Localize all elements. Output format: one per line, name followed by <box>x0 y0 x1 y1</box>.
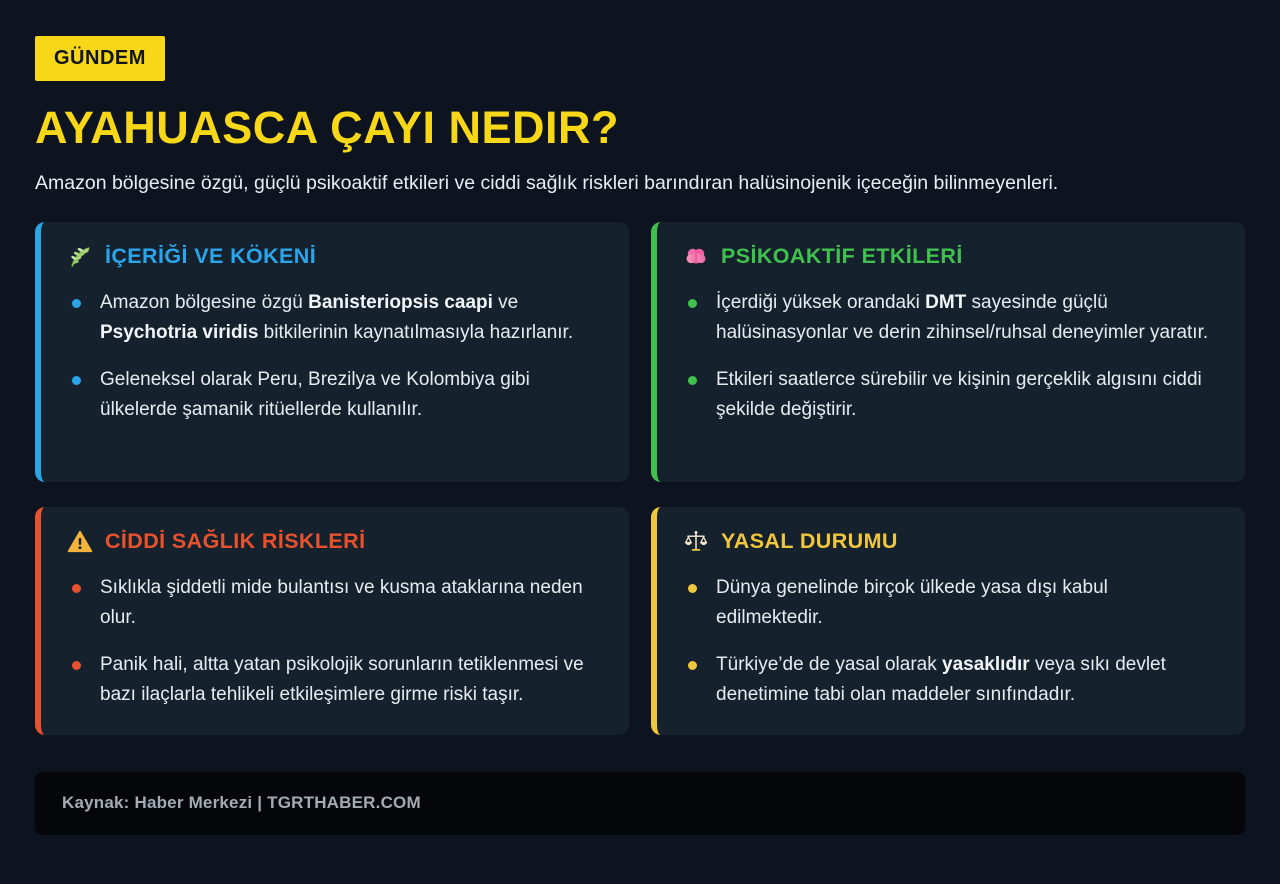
scales-icon <box>683 529 709 555</box>
bullet-item: Sıklıkla şiddetli mide bulantısı ve kusma ataklarına neden olur. <box>67 573 603 633</box>
card-header <box>683 244 1219 270</box>
card-header <box>67 244 603 270</box>
card-bullet-list <box>67 573 603 710</box>
card-icerigi-ve-kokeni <box>35 222 629 482</box>
brain-icon <box>683 244 709 270</box>
bullet-item: İçerdiği yüksek orandaki DMT sayesinde güçlü halüsinasyonlar ve derin zihinsel/ruhsal deneyimler yaratır. <box>683 288 1219 348</box>
card-title: PSİKOAKTİF ETKİLERİ <box>721 244 963 269</box>
bullet-dot-icon <box>72 584 81 593</box>
source-footer <box>35 772 1245 835</box>
bullet-dot-icon <box>72 376 81 385</box>
bullet-item: Dünya genelinde birçok ülkede yasa dışı kabul edilmektedir. <box>683 573 1219 633</box>
card-yasal-durumu <box>651 507 1245 735</box>
bullet-item: Amazon bölgesine özgü Banisteriopsis caapi ve Psychotria viridis bitkilerinin kaynatılmasıyla hazırlanır. <box>67 288 603 348</box>
card-header <box>683 529 1219 555</box>
page-title: AYAHUASCA ÇAYI NEDIR? <box>35 102 619 153</box>
cards-grid <box>35 222 1245 735</box>
herb-icon <box>67 244 93 270</box>
bullet-dot-icon <box>72 661 81 670</box>
warning-icon <box>67 529 93 555</box>
bullet-dot-icon <box>688 661 697 670</box>
card-title: YASAL DURUMU <box>721 529 898 554</box>
bullet-dot-icon <box>72 299 81 308</box>
bullet-item: Panik hali, altta yatan psikolojik sorunların tetiklenmesi ve bazı ilaçlarla tehlikeli etkileşimlere girme riski taşır. <box>67 650 603 710</box>
card-title: İÇERİĞİ VE KÖKENİ <box>105 244 317 269</box>
bullet-item: Etkileri saatlerce sürebilir ve kişinin gerçeklik algısını ciddi şekilde değiştirir. <box>683 365 1219 425</box>
source-text: Kaynak: Haber Merkezi | TGRTHABER.COM <box>62 793 421 813</box>
card-ciddi-saglik-riskleri <box>35 507 629 735</box>
page-subtitle: Amazon bölgesine özgü, güçlü psikoaktif etkileri ve ciddi sağlık riskleri barındıran halüsinojenik içeceğin bilinmeyenleri. <box>35 171 1059 194</box>
card-psikoaktif-etkileri <box>651 222 1245 482</box>
bullet-dot-icon <box>688 299 697 308</box>
category-badge: GÜNDEM <box>35 36 165 81</box>
bullet-dot-icon <box>688 584 697 593</box>
bullet-dot-icon <box>688 376 697 385</box>
card-header <box>67 529 603 555</box>
card-title: CİDDİ SAĞLIK RİSKLERİ <box>105 529 366 554</box>
card-bullet-list <box>683 573 1219 710</box>
bullet-item: Türkiye’de de yasal olarak yasaklıdır veya sıkı devlet denetimine tabi olan maddeler sınıfındadır. <box>683 650 1219 710</box>
card-bullet-list <box>683 288 1219 425</box>
card-bullet-list <box>67 288 603 425</box>
bullet-item: Geleneksel olarak Peru, Brezilya ve Kolombiya gibi ülkelerde şamanik ritüellerde kullanılır. <box>67 365 603 425</box>
